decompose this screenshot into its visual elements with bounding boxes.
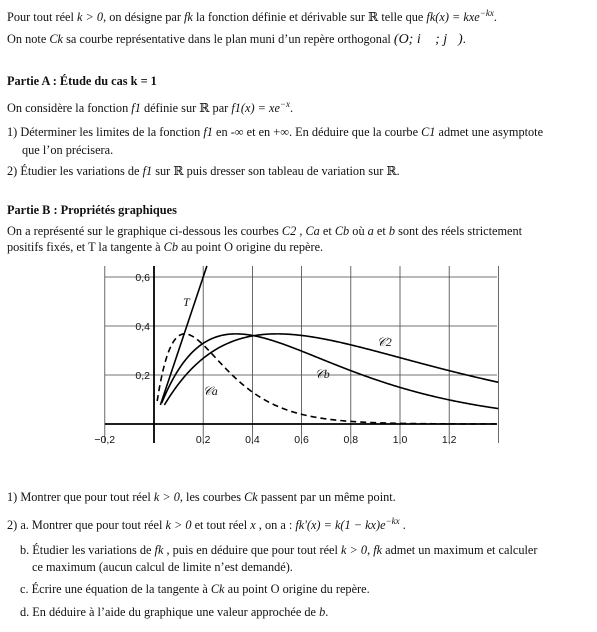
math: fk (184, 10, 193, 25)
graph-curves (157, 266, 498, 424)
math: fk (154, 543, 164, 557)
part-a-q2 (7, 164, 400, 178)
part-b-title: Partie B : Propriétés graphiques (7, 203, 177, 217)
text: admet une asymptote (435, 125, 544, 139)
math-sup: −kx (479, 8, 494, 18)
question-1 (7, 490, 396, 504)
math: a (367, 224, 374, 238)
graph-axes (105, 266, 497, 443)
math: k > 0 (165, 518, 192, 533)
math: x (250, 518, 256, 533)
text: définie sur ℝ par (140, 101, 232, 116)
math: f1(x) = xe (231, 101, 280, 116)
intro-text: , on désigne par (103, 10, 185, 25)
x-tick-label: 1,0 (392, 434, 408, 446)
math: b (319, 605, 326, 619)
text: au point O origine du repère. (178, 240, 324, 254)
math: k > 0 (341, 543, 368, 557)
math: Ck (49, 32, 64, 46)
text: c. Écrire une équation de la tangente à (20, 582, 211, 596)
question-2d (20, 605, 328, 619)
math: Ck (244, 490, 258, 504)
part-b-line-1 (7, 224, 522, 238)
math: k > 0 (77, 10, 104, 25)
part-b-line-2 (7, 240, 323, 254)
math: fk'(x) = k(1 − kx)e (295, 518, 386, 533)
curve-T (160, 266, 207, 405)
question-2c (20, 582, 370, 596)
math: Ck (210, 582, 225, 596)
label-Ca: 𝒞a (203, 384, 218, 398)
math: fk(x) = kxe (426, 10, 480, 25)
math: fk (373, 543, 383, 557)
math: Cb (334, 224, 350, 238)
intro-text: la fonction définie et dérivable sur ℝ telle que (192, 10, 427, 25)
text: admet un maximum et calculer (382, 543, 538, 557)
graph-grid (105, 266, 499, 443)
math: C2 , Ca (281, 224, 320, 238)
text: On a représenté sur le graphique ci-dessous les courbes (7, 224, 282, 238)
text: 2) a. Montrer que pour tout réel (7, 518, 166, 533)
part-a-title: Partie A : Étude du cas k = 1 (7, 74, 157, 88)
math: f1 (131, 101, 141, 116)
x-tick-label: 0,2 (195, 434, 211, 446)
math: b (388, 224, 396, 238)
label-C2: 𝒞2 (377, 335, 392, 349)
text: au point O origine du repère. (224, 582, 370, 596)
question-2a (7, 514, 406, 532)
curve-𝒞2 (164, 334, 498, 405)
curve-𝒞b (162, 334, 499, 409)
text: sont des réels strictement (395, 224, 523, 238)
math: C1 (421, 125, 436, 139)
x-tick-label: −0,2 (94, 434, 116, 446)
text: . (290, 101, 294, 116)
y-tick-label: 0,4 (135, 321, 150, 333)
math: k > 0 (153, 490, 180, 504)
part-a-q1-cont: que l’on précisera. (22, 143, 114, 157)
math-sup: −x (279, 99, 290, 109)
math-sup: −kx (385, 516, 400, 526)
part-a-q1 (7, 125, 543, 139)
label-Cb: 𝒞b (315, 367, 330, 381)
text: , (367, 543, 374, 557)
text: , puis en déduire que pour tout réel (163, 543, 341, 557)
text: b. Étudier les variations de (20, 543, 155, 557)
y-tick-label: 0,6 (135, 272, 150, 284)
text: en -∞ et en +∞. En déduire que la courbe (212, 125, 422, 139)
graph-labels (94, 272, 456, 446)
text: et tout réel (191, 518, 251, 533)
intro-text: . (462, 32, 466, 46)
intro-text: . (493, 10, 497, 25)
question-2b (20, 543, 537, 557)
question-2b-cont: ce maximum (aucun calcul de limite n’est demandé). (32, 560, 293, 574)
intro-text: sa courbe représentative dans le plan muni d’un repère orthogonal (63, 32, 394, 46)
x-tick-label: 0,8 (343, 434, 359, 446)
text: , les courbes (179, 490, 245, 504)
part-a-line-1 (7, 97, 293, 115)
math: f1 (142, 164, 153, 178)
text: . (399, 518, 406, 533)
text: . (325, 605, 329, 619)
intro-line-1 (7, 6, 497, 24)
math: Cb (163, 240, 178, 254)
x-tick-label: 1,2 (441, 434, 457, 446)
x-tick-label: 0,6 (294, 434, 309, 446)
x-tick-label: 0,4 (245, 434, 260, 446)
text: et (373, 224, 389, 238)
text: , on a : (255, 518, 296, 533)
label-T: T (183, 295, 190, 309)
text: positifs fixés, et T la tangente à (7, 240, 164, 254)
text: 1) Déterminer les limites de la fonction (7, 125, 204, 139)
text: sur ℝ puis dresser son tableau de variation sur ℝ. (152, 164, 400, 178)
intro-text: On note (7, 32, 50, 46)
y-tick-label: 0,2 (135, 370, 150, 382)
math: f1 (203, 125, 213, 139)
intro-text: Pour tout réel (7, 10, 78, 25)
text: passent par un même point. (257, 490, 396, 504)
intro-line-2 (7, 32, 466, 47)
text: d. En déduire à l’aide du graphique une valeur approchée de (20, 605, 320, 619)
curve-𝒞a (157, 334, 498, 424)
text: où (349, 224, 368, 238)
math: (O; i⃗ ; j⃗) (393, 32, 463, 47)
text: 1) Montrer que pour tout réel (7, 490, 154, 504)
text: On considère la fonction (7, 101, 132, 116)
text: 2) Étudier les variations de (7, 164, 143, 178)
text: et (319, 224, 335, 238)
